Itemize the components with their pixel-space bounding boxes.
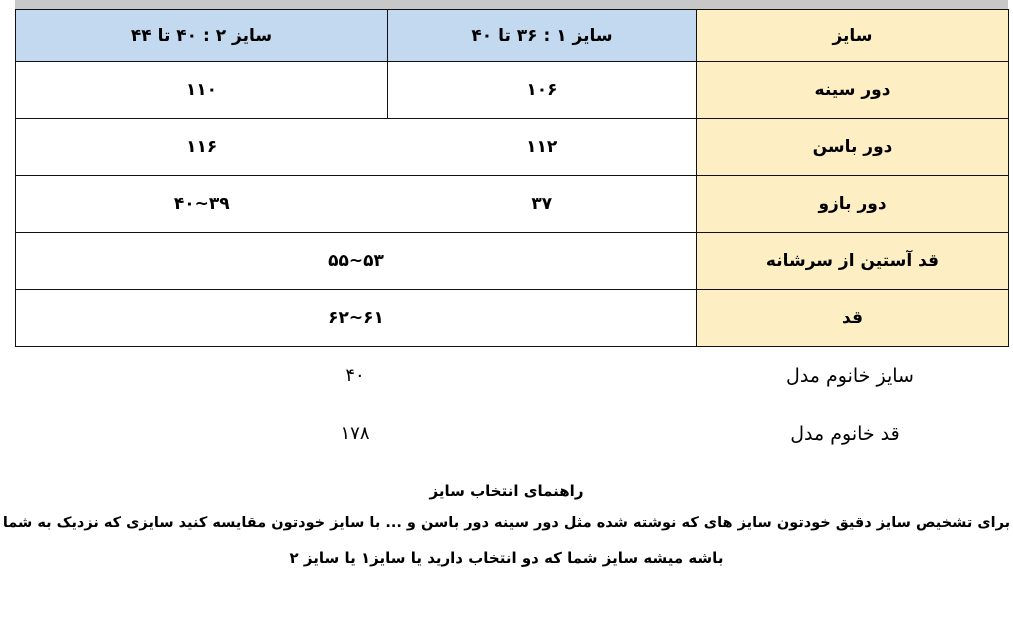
model-size-value: ۴۰: [345, 365, 365, 386]
table-row: [16, 119, 1009, 176]
cell-hip-size1: ۱۱۲: [388, 119, 697, 176]
table-row: [16, 62, 1009, 119]
table-row: [16, 290, 1009, 347]
guide-title: راهنمای انتخاب سایز: [429, 482, 584, 500]
model-height-label: قد خانوم مدل: [790, 423, 900, 445]
row-label-chest: دور سینه: [697, 62, 1009, 119]
header-label-cell: سایز: [697, 10, 1009, 62]
cell-length-merged: ۶۱~۶۲: [16, 290, 697, 347]
cell-arm-size1: ۳۷: [388, 176, 697, 233]
header-size1-cell: سایز ۱ : ۳۶ تا ۴۰: [388, 10, 697, 62]
row-label-hip: دور باسن: [697, 119, 1009, 176]
cell-arm-size2: ۳۹~۴۰: [16, 176, 388, 233]
guide-line-2: باشه میشه سایز شما که دو انتخاب دارید یا سایز۱ یا سایز ۲: [289, 549, 724, 567]
cell-hip-size2: ۱۱۶: [16, 119, 388, 176]
guide-line-1: برای تشخیص سایز دقیق خودتون سایز های که نوشته شده مثل دور سینه دور باسن و ... با سایز خودتون مقایسه کنید سایزی که نزدیک به شما: [2, 515, 1011, 531]
size-table: [15, 9, 1009, 347]
cell-sleeve-merged: ۵۳~۵۵: [16, 233, 697, 290]
table-row: [16, 233, 1009, 290]
row-label-sleeve: قد آستین از سرشانه: [697, 233, 1009, 290]
cell-chest-size2: ۱۱۰: [16, 62, 388, 119]
row-label-length: قد: [697, 290, 1009, 347]
cell-chest-size1: ۱۰۶: [388, 62, 697, 119]
table-row: [16, 176, 1009, 233]
table-header-row: [16, 10, 1009, 62]
header-size2-cell: سایز ۲ : ۴۰ تا ۴۴: [16, 10, 388, 62]
model-size-label: سایز خانوم مدل: [786, 365, 914, 387]
row-label-arm: دور بازو: [697, 176, 1009, 233]
model-height-value: ۱۷۸: [340, 423, 370, 444]
